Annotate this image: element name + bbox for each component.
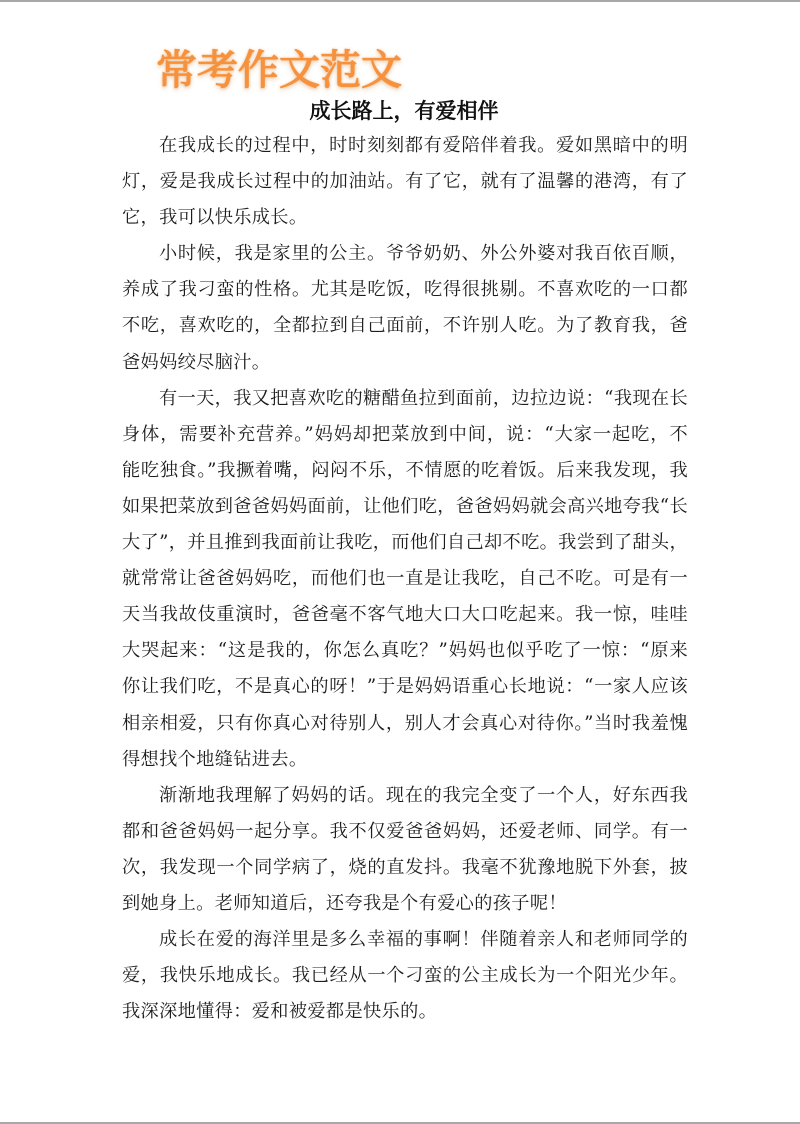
paragraph-4: 渐渐地我理解了妈妈的话。现在的我完全变了一个人，好东西我都和爸爸妈妈一起分享。我不仅爱爸爸妈妈，还爱老师、同学。有一次，我发现一个同学病了，烧的直发抖。我毫不犹豫地脱下外套，披到她身上。老师知道后，还夸我是个有爱心的孩子呢！ (122, 784, 688, 914)
page-top-edge (0, 0, 800, 2)
essay-title: 成长路上，有爱相伴 (309, 99, 499, 123)
essay-body (122, 128, 688, 1030)
paragraph-1: 在我成长的过程中，时时刻刻都有爱陪伴着我。爱如黑暗中的明灯，爱是我成长过程中的加油站。有了它，就有了温馨的港湾，有了它，我可以快乐成长。 (122, 135, 688, 229)
paragraph-2: 小时候，我是家里的公主。爷爷奶奶、外公外婆对我百依百顺，养成了我刁蛮的性格。尤其是吃饭，吃得很挑剔。不喜欢吃的一口都不吃，喜欢吃的，全都拉到自己面前，不许别人吃。为了教育我，爸爸妈妈绞尽脑汁。 (122, 243, 688, 373)
banner-heading: 常考作文范文 (156, 46, 402, 94)
paragraph-5: 成长在爱的海洋里是多么幸福的事啊！伴随着亲人和老师同学的爱，我快乐地成长。我已经从一个刁蛮的公主成长为一个阳光少年。我深深地懂得：爱和被爱都是快乐的。 (122, 929, 688, 1023)
paragraph-3: 有一天，我又把喜欢吃的糖醋鱼拉到面前，边拉边说：“我现在长身体，需要补充营养。”妈妈却把菜放到中间，说：“大家一起吃，不能吃独食。”我撅着嘴，闷闷不乐，不情愿的吃着饭。后来我发现，我如果把菜放到爸爸妈妈面前，让他们吃，爸爸妈妈就会高兴地夸我“长大了”，并且推到我面前让我吃，而他们自己却不吃。我尝到了甜头，就常常让爸爸妈妈吃，而他们也一直是让我吃，自己不吃。可是有一天当我故伎重演时，爸爸毫不客气地大口大口吃起来。我一惊，哇哇大哭起来：“这是我的，你怎么真吃？”妈妈也似乎吃了一惊：“原来你让我们吃，不是真心的呀！”于是妈妈语重心长地说：“一家人应该相亲相爱，只有你真心对待别人，别人才会真心对待你。”当时我羞愧得想找个地缝钻进去。 (122, 387, 688, 770)
